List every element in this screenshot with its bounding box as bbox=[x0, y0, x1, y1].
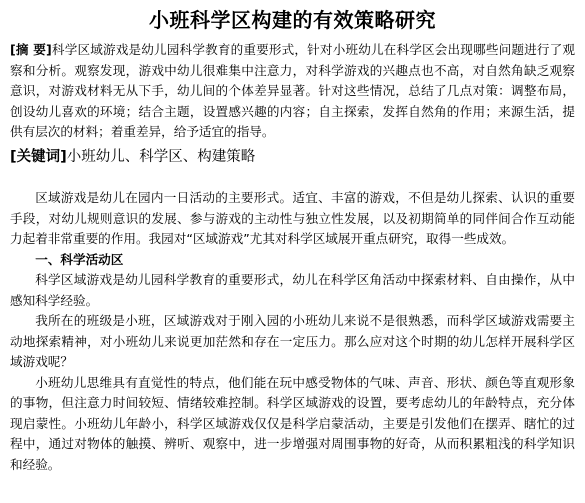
section-heading: 一、科学活动区 bbox=[35, 251, 124, 267]
abstract bbox=[10, 40, 575, 143]
paragraph-2: 我所在的班级是小班，区域游戏对于刚入园的小班幼儿来说不是很熟悉，而科学区域游戏需要主动地探索精神，对小班幼儿来说更加茫然和存在一定压力。那么应对这个时期的幼儿怎样开展科学区域游戏呢？ bbox=[10, 313, 575, 369]
paragraph-1: 科学区域游戏是幼儿园科学教育的重要形式，幼儿在科学区角活动中探索材料、自由操作，从中感知科学经验。 bbox=[10, 272, 575, 308]
body-text bbox=[10, 188, 575, 475]
page-title: 小班科学区构建的有效策略研究 bbox=[149, 8, 436, 32]
keywords-text: 小班幼儿、科学区、构建策略 bbox=[66, 149, 256, 165]
abstract-text: 科学区域游戏是幼儿园科学教育的重要形式，针对小班幼儿在科学区会出现哪些问题进行了观察和分析。观察发现，游戏中幼儿很难集中注意力，对科学游戏的兴趣点也不高，对自然角缺乏观察意识，对游戏材料无从下手，幼儿间的个体差异显著。针对这些情况，总结了几点对策：调整布局，创设幼儿喜欢的环境；结合主题，设置感兴趣的内容；自主探索，发挥自然角的作用；来源生活，提供有层次的材料；着重差异，给予适宜的指导。 bbox=[10, 42, 575, 139]
abstract-label: [摘 要] bbox=[10, 42, 52, 57]
paragraph-intro: 区域游戏是幼儿在园内一日活动的主要形式。适宜、丰富的游戏，不但是幼儿探索、认识的重要手段，对幼儿规则意识的发展、参与游戏的主动性与独立性发展，以及初期简单的同伴间合作互动能力起着非常重要的作用。我园对“区域游戏”尤其对科学区域展开重点研究，取得一些成效。 bbox=[10, 190, 575, 246]
keywords bbox=[10, 146, 575, 168]
keywords-label: [关键词] bbox=[10, 149, 67, 165]
paragraph-3: 小班幼儿思维具有直觉性的特点，他们能在玩中感受物体的气味、声音、形状、颜色等直观形象的事物，但注意力时间较短、情绪较难控制。科学区域游戏的设置，要考虑幼儿的年龄特点，充分体现启蒙性。小班幼儿年龄小，科学区域游戏仅仅是科学启蒙活动，主要是引发他们在摆弄、瞎忙的过程中，通过对物体的触摸、辨听、观察中，进一步增强对周围事物的好奇，从而积累粗浅的科学知识和经验。 bbox=[10, 374, 575, 472]
